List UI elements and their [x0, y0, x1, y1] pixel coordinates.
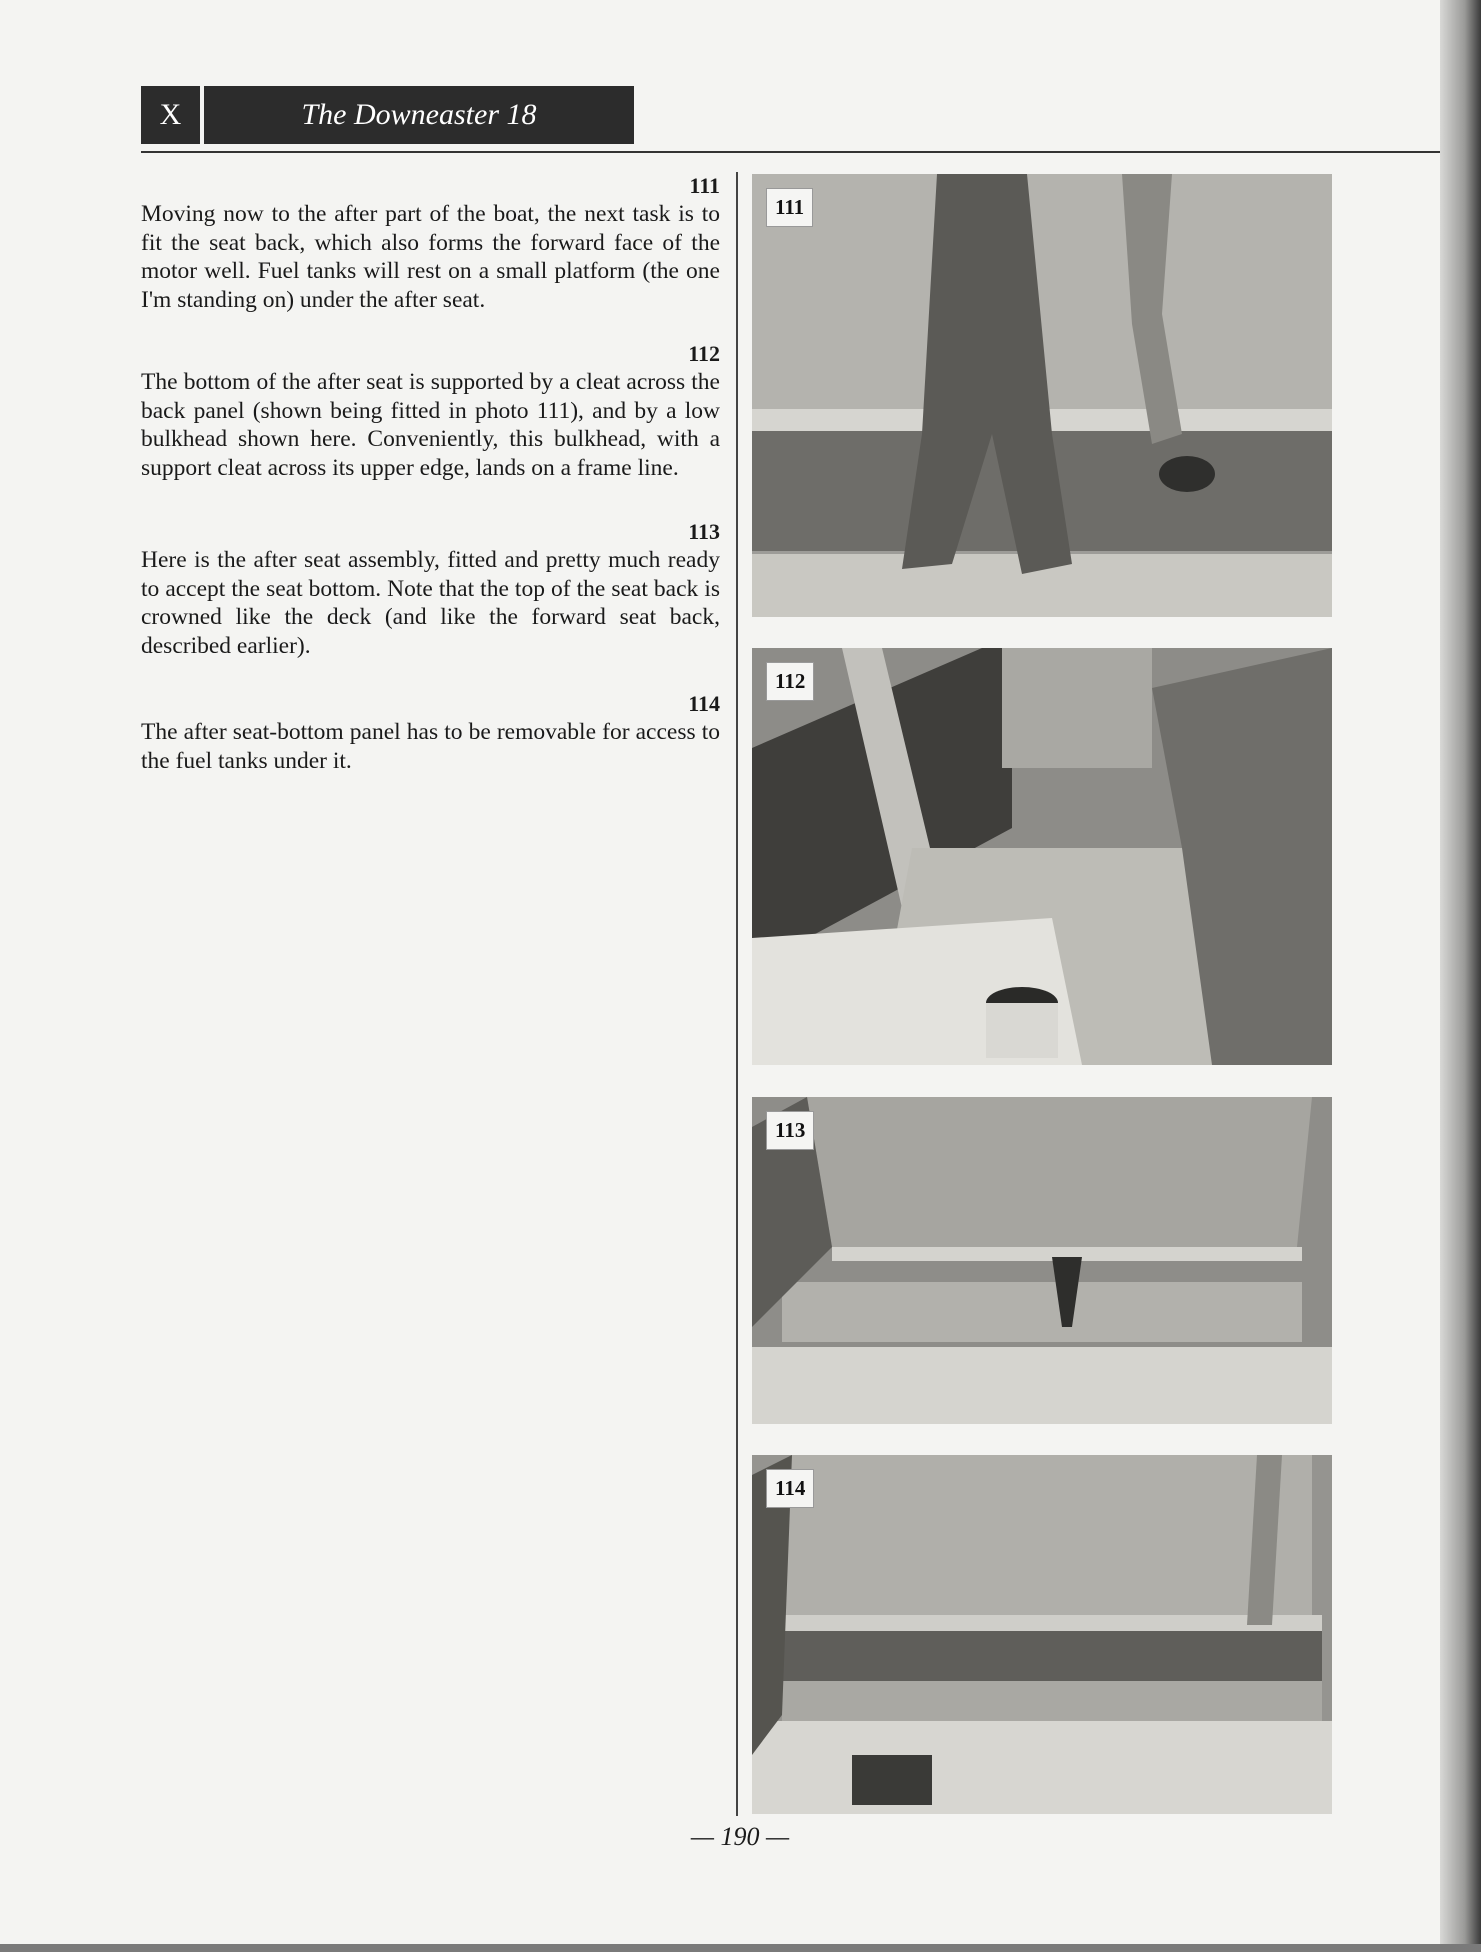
caption-entry-111	[141, 172, 720, 314]
caption-entry-114	[141, 690, 720, 775]
photo-label: 114	[766, 1469, 814, 1508]
photo-112-image	[752, 648, 1332, 1065]
caption-column	[141, 172, 720, 801]
photo-113-image	[752, 1097, 1332, 1424]
caption-text: Moving now to the after part of the boat, the next task is to fit the seat back, which also forms the forward face of the motor well. Fuel tanks will rest on a small platform (the one I'm standing on) under the after seat.	[141, 201, 720, 313]
page-number: — 190 —	[690, 1822, 790, 1851]
chapter-number: X	[141, 86, 200, 144]
book-title: The Downeaster 18	[204, 86, 634, 144]
page-bottom-edge	[0, 1944, 1481, 1952]
caption-number: 113	[688, 519, 720, 544]
page-binding-edge	[1440, 0, 1481, 1952]
photo-111-image	[752, 174, 1332, 617]
caption-number: 114	[688, 691, 720, 716]
caption-text: The after seat-bottom panel has to be removable for access to the fuel tanks under it.	[141, 719, 720, 774]
caption-text: Here is the after seat assembly, fitted and pretty much ready to accept the seat bottom. Note that the top of the seat back is crowned like the deck (and like the forward seat back, described earlier).	[141, 547, 720, 659]
column-divider	[736, 172, 738, 1816]
photo-112	[752, 648, 1332, 1065]
photo-114	[752, 1455, 1332, 1814]
running-header	[141, 86, 634, 144]
header-rule	[141, 151, 1440, 153]
photo-label: 113	[766, 1111, 814, 1150]
caption-entry-112	[141, 340, 720, 482]
photo-111	[752, 174, 1332, 617]
caption-entry-113	[141, 518, 720, 660]
photo-114-image	[752, 1455, 1332, 1814]
photo-label: 112	[766, 662, 814, 701]
caption-number: 111	[689, 173, 720, 198]
photo-113	[752, 1097, 1332, 1424]
caption-text: The bottom of the after seat is supported by a cleat across the back panel (shown being fitted in photo 111), and by a low bulkhead shown here. Conveniently, this bulkhead, with a support cleat across its upper edge, lands on a frame line.	[141, 369, 720, 481]
caption-number: 112	[688, 341, 720, 366]
photo-label: 111	[766, 188, 813, 227]
